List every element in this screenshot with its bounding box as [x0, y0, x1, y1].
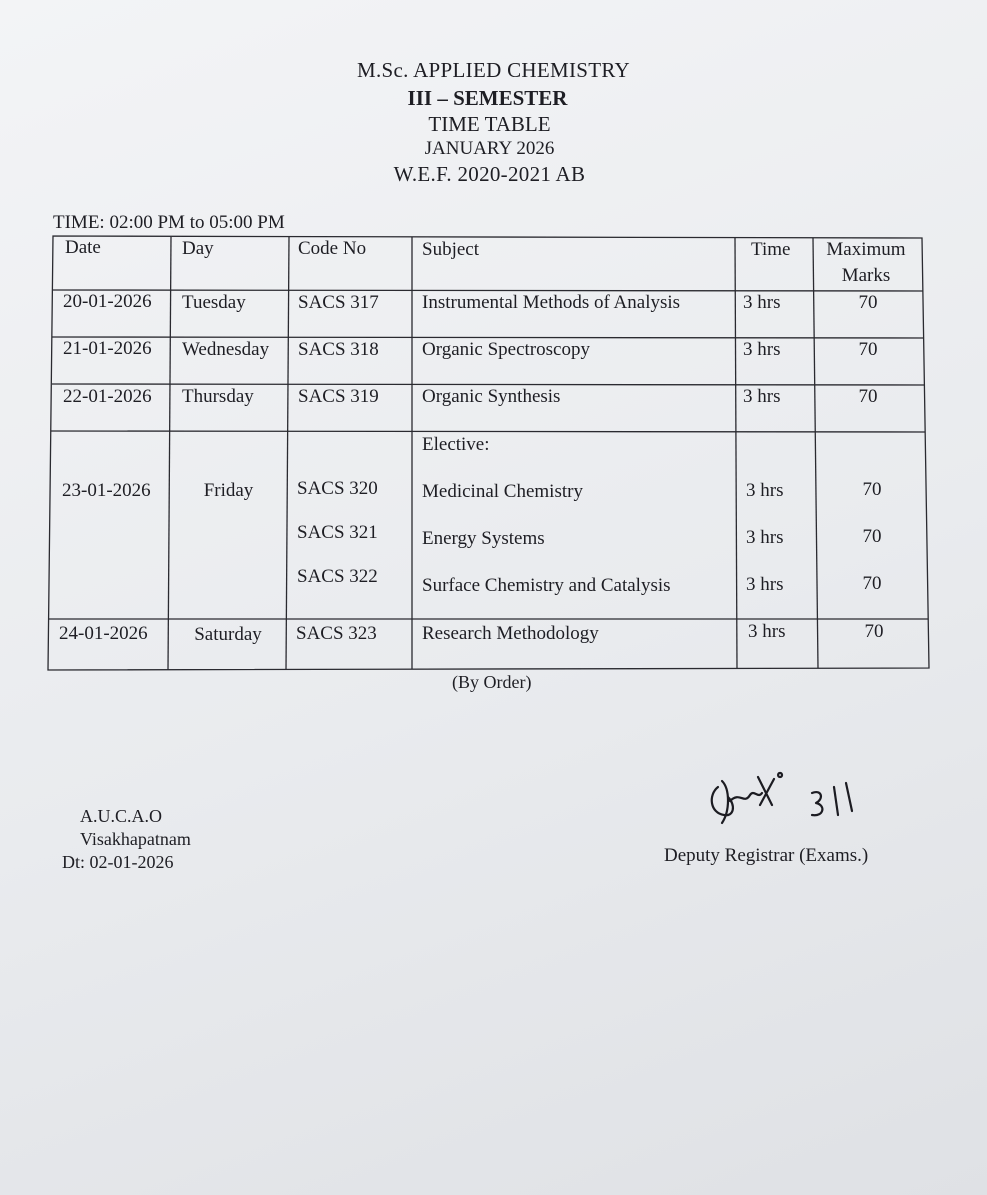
table-row-3-subject: Organic Synthesis [422, 386, 561, 407]
issue-date: Dt: 02-01-2026 [62, 852, 174, 872]
table-row-5-day: Saturday [194, 624, 262, 645]
signatory-title: Deputy Registrar (Exams.) [664, 845, 869, 866]
elective-3-time: 3 hrs [746, 574, 784, 595]
elective-2-subject: Energy Systems [422, 528, 545, 549]
table-row-3-code: SACS 319 [298, 386, 379, 407]
semester-title: III – SEMESTER [407, 86, 568, 110]
elective-1-code: SACS 320 [297, 478, 378, 499]
table-row-5-date: 24-01-2026 [59, 623, 148, 644]
header-marks-line2: Marks [841, 265, 891, 286]
table-row-5-marks: 70 [864, 621, 884, 642]
exam-time: TIME: 02:00 PM to 05:00 PM [53, 212, 285, 233]
office-name: A.U.C.A.O [80, 806, 163, 826]
table-row-1-subject: Instrumental Methods of Analysis [422, 292, 681, 313]
elective-3-code: SACS 322 [297, 566, 378, 587]
wef-line: W.E.F. 2020-2021 AB [393, 162, 586, 186]
office-city: Visakhapatnam [80, 829, 191, 849]
table-row-1-time: 3 hrs [743, 292, 781, 313]
header-code: Code No [298, 238, 367, 259]
table-row-2-day: Wednesday [182, 339, 270, 360]
elective-1-marks: 70 [862, 479, 882, 500]
table-row-4-day: Friday [203, 480, 254, 501]
table-row-3-time: 3 hrs [743, 386, 781, 407]
table-row-3-marks: 70 [858, 386, 878, 407]
table-row-2-marks: 70 [858, 339, 878, 360]
elective-3-marks: 70 [862, 573, 882, 594]
table-row-1-day: Tuesday [182, 292, 246, 313]
elective-label: Elective: [422, 434, 490, 455]
handwritten-signature [700, 765, 890, 835]
table-row-1-date: 20-01-2026 [63, 291, 152, 312]
document-title: TIME TABLE [428, 112, 551, 136]
table-row-2-code: SACS 318 [298, 339, 379, 360]
table-row-5-subject: Research Methodology [422, 623, 599, 644]
header-day: Day [182, 238, 214, 259]
header-marks-line1: Maximum [826, 239, 906, 260]
table-row-5-code: SACS 323 [296, 623, 377, 644]
table-row-2-time: 3 hrs [743, 339, 781, 360]
elective-2-marks: 70 [862, 526, 882, 547]
table-row-5-time: 3 hrs [748, 621, 786, 642]
header-time: Time [751, 239, 791, 260]
programme-title: M.Sc. APPLIED CHEMISTRY [357, 58, 630, 82]
header-date: Date [65, 237, 101, 258]
elective-1-subject: Medicinal Chemistry [422, 481, 583, 502]
table-row-1-marks: 70 [858, 292, 878, 313]
elective-2-time: 3 hrs [746, 527, 784, 548]
table-row-2-date: 21-01-2026 [63, 338, 152, 359]
elective-2-code: SACS 321 [297, 522, 378, 543]
header-subject: Subject [422, 239, 479, 260]
table-row-1-code: SACS 317 [298, 292, 379, 313]
table-row-4-date: 23-01-2026 [62, 480, 151, 501]
by-order-note: (By Order) [452, 672, 532, 692]
table-row-2-subject: Organic Spectroscopy [422, 339, 590, 360]
elective-1-time: 3 hrs [746, 480, 784, 501]
exam-month: JANUARY 2026 [424, 138, 555, 159]
elective-3-subject: Surface Chemistry and Catalysis [422, 575, 671, 596]
table-row-3-day: Thursday [182, 386, 254, 407]
table-row-3-date: 22-01-2026 [63, 386, 152, 407]
